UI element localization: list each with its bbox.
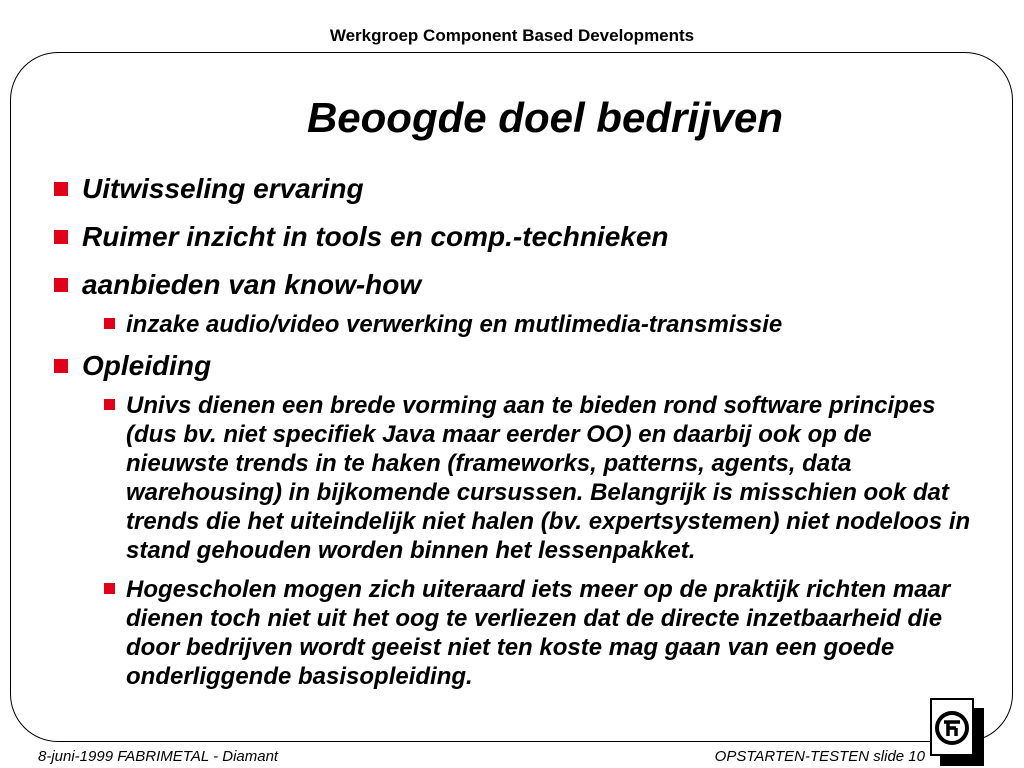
slide-title: Beoogde doel bedrijven [306,94,784,141]
square-bullet-icon [104,318,115,329]
sub-bullet-text: Hogescholen mogen zich uiteraard iets meer op de praktijk richten maar dienen toch niet uit het oog te verliezen dat de directe inzetbaarheid die door bedrijven wordt geeist niet ten koste mag gaan van een goede onderliggende basisopleiding. [126,576,951,690]
slide-content [52,172,977,701]
institution-logo-icon [930,698,982,768]
footer-date-event: 8-juni-1999 FABRIMETAL - Diamant [38,748,279,765]
sub-bullet-item [104,310,977,339]
square-bullet-icon [104,399,115,410]
bullet-item [52,172,977,206]
bullet-item [52,268,977,302]
square-bullet-icon [54,182,68,196]
sub-bullet-text: Univs dienen een brede vorming aan te bieden rond software principes (dus bv. niet specifiek Java maar eerder OO) en daarbij ook op de nieuwste trends in te haken (frameworks, patterns, agents, data warehousing) in bijkomende cursussen. Belangrijk is misschien ook dat trends die het uiteindelijk niet halen (bv. expertsystemen) niet nodeloos in stand gehouden worden binnen het lessenpakket. [126,392,971,564]
bullet-item [52,220,977,254]
square-bullet-icon [54,230,68,244]
sub-bullet-text: inzake audio/video verwerking en mutlimedia-transmissie [126,311,783,338]
sub-bullet-item [104,575,977,691]
sub-bullet-item [104,391,977,565]
square-bullet-icon [54,359,68,373]
bullet-item [52,349,977,383]
bullet-text: Opleiding [82,350,212,381]
square-bullet-icon [54,278,68,292]
bullet-text: Ruimer inzicht in tools en comp.-technieken [82,221,669,252]
footer-slide-number: OPSTARTEN-TESTEN slide 10 [714,748,925,765]
bullet-text: aanbieden van know-how [82,269,422,300]
slide-header: Werkgroep Component Based Developments [329,26,695,45]
square-bullet-icon [104,583,115,594]
bullet-text: Uitwisseling ervaring [82,173,364,204]
